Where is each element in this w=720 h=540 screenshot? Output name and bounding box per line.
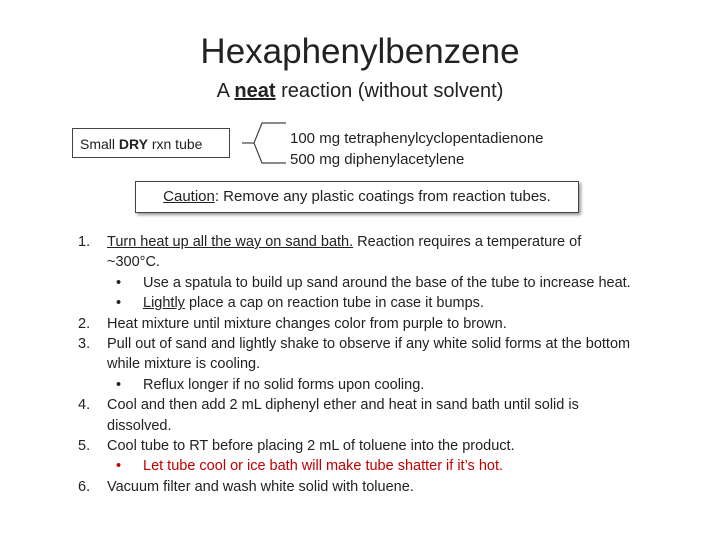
step-2 bbox=[78, 314, 638, 334]
bracket-connector bbox=[242, 121, 290, 165]
reaction-tube-box bbox=[72, 128, 230, 158]
subtitle-neat: neat bbox=[234, 80, 276, 102]
tube-post: rxn tube bbox=[147, 136, 203, 152]
caution-box bbox=[135, 181, 579, 213]
subtitle bbox=[0, 78, 720, 104]
bullet-icon: • bbox=[116, 295, 122, 312]
step-text: Cool and then add 2 mL diphenyl ether and heat in sand bath until solid is dissolved. bbox=[107, 397, 579, 434]
bullet-icon: • bbox=[116, 458, 122, 475]
reagent-1: 100 mg tetraphenylcyclopentadienone bbox=[290, 130, 544, 147]
step-number: 6. bbox=[78, 478, 91, 495]
step-number: 3. bbox=[78, 336, 91, 353]
step-3 bbox=[78, 334, 638, 375]
reagent-list bbox=[290, 128, 544, 170]
step-number: 1. bbox=[78, 234, 91, 250]
step-number: 5. bbox=[78, 438, 91, 455]
caution-text: : Remove any plastic coatings from reaction tubes. bbox=[214, 188, 551, 205]
step-number: 4. bbox=[78, 397, 91, 414]
step-number: 2. bbox=[78, 315, 91, 332]
step-text: Cool tube to RT before placing 2 mL of toluene into the product. bbox=[107, 438, 515, 455]
step-1-bullet-2 bbox=[78, 293, 638, 313]
step-text: Pull out of sand and lightly shake to observe if any white solid forms at the bottom while mixture is cooling. bbox=[107, 336, 631, 373]
step-6 bbox=[78, 477, 638, 497]
step-1 bbox=[78, 232, 638, 273]
step-5 bbox=[78, 436, 638, 456]
bullet-text: Reflux longer if no solid forms upon cooling. bbox=[143, 376, 425, 393]
subtitle-pre: A bbox=[216, 80, 235, 102]
step-1-link[interactable]: Turn heat up all the way on sand bath. bbox=[107, 234, 354, 250]
step-4 bbox=[78, 395, 638, 436]
bullet-icon: • bbox=[116, 274, 122, 291]
step-text: Reaction requires a temperature of ~300°C. bbox=[107, 234, 582, 271]
warning-text: Let tube cool or ice bath will make tube shatter if it’s hot. bbox=[143, 458, 504, 475]
reagent-2: 500 mg diphenylacetylene bbox=[290, 151, 465, 168]
bullet-text: Use a spatula to build up sand around the base of the tube to increase heat. bbox=[143, 274, 631, 291]
tube-pre: Small bbox=[80, 136, 119, 152]
step-text: Vacuum filter and wash white solid with toluene. bbox=[107, 478, 414, 495]
tube-dry: DRY bbox=[118, 136, 148, 152]
bullet-emph: Lightly bbox=[143, 295, 185, 312]
procedure-steps bbox=[78, 232, 638, 497]
step-text: Heat mixture until mixture changes color from purple to brown. bbox=[107, 315, 507, 332]
bullet-text: place a cap on reaction tube in case it bumps. bbox=[184, 295, 484, 312]
step-5-warning bbox=[78, 456, 638, 476]
page-title: Hexaphenylbenzene bbox=[200, 32, 520, 71]
step-1-bullet-1 bbox=[78, 273, 638, 293]
step-3-bullet-1 bbox=[78, 375, 638, 395]
caution-label: Caution bbox=[163, 188, 215, 205]
bullet-icon: • bbox=[116, 376, 122, 393]
subtitle-post: reaction (without solvent) bbox=[275, 80, 504, 102]
